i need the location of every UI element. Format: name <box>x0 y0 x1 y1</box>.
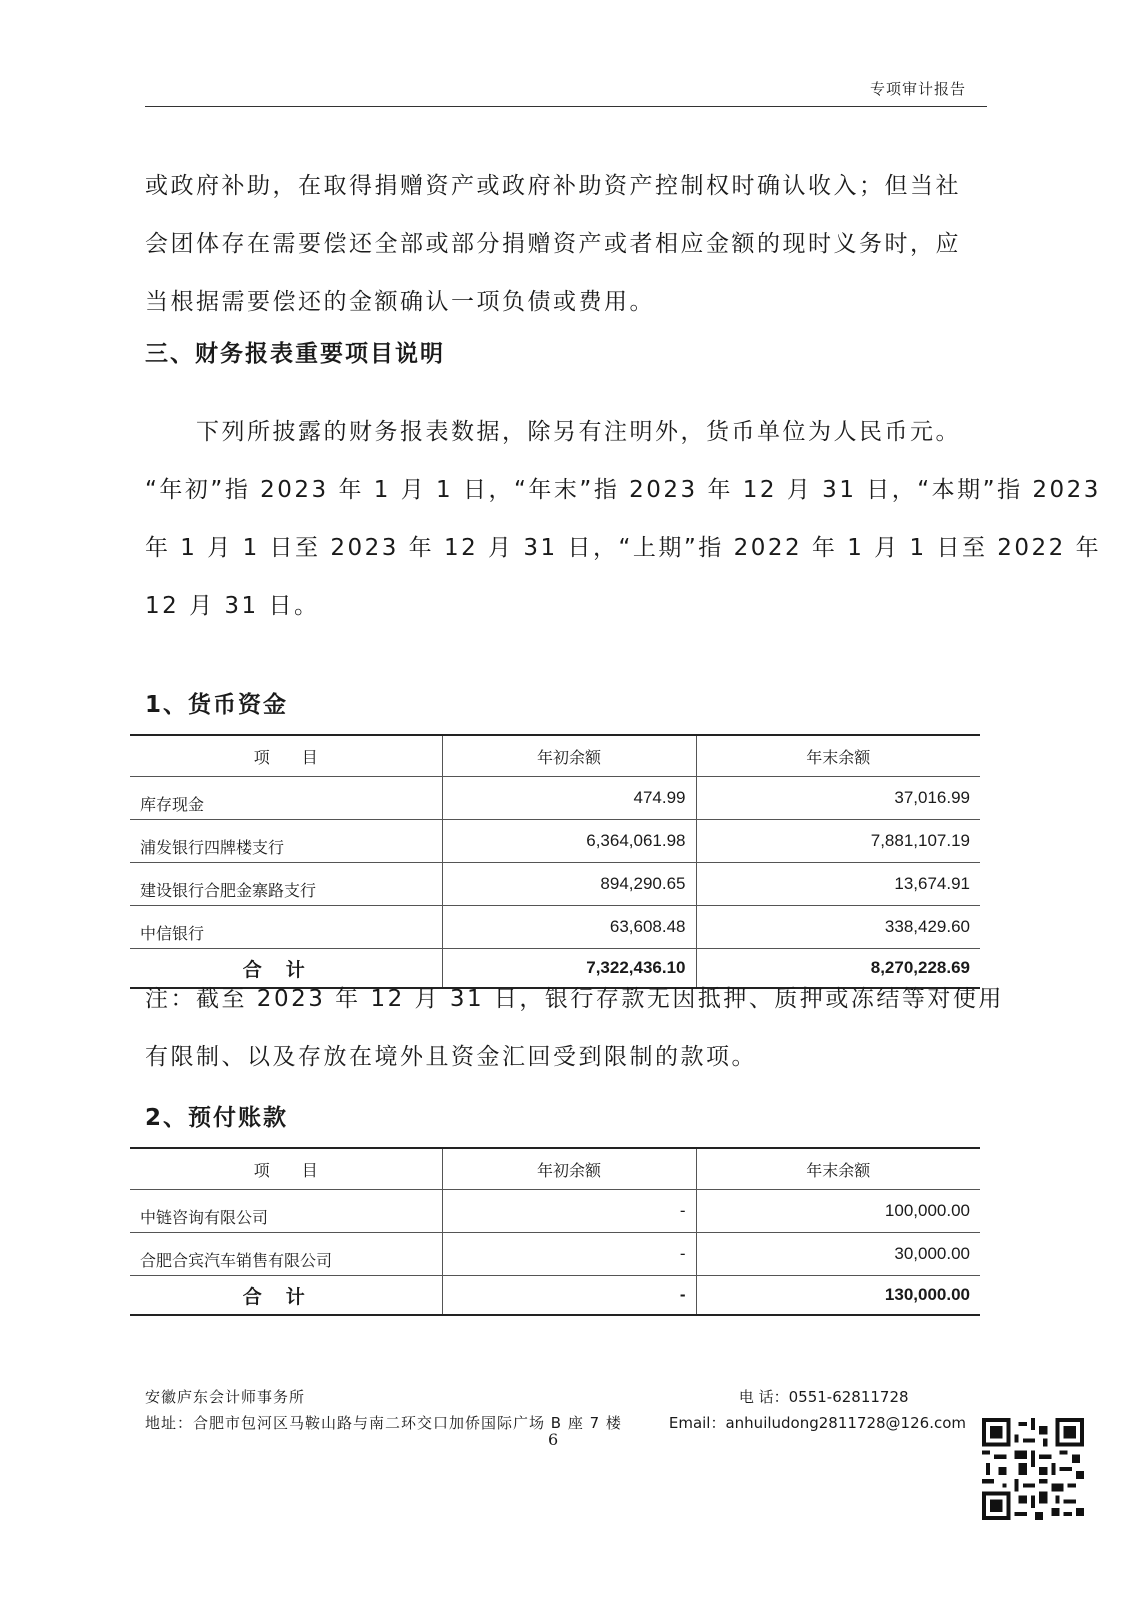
total-end: 8,270,228.69 <box>696 949 980 989</box>
firm-phone: 电 话：0551-62811728 <box>738 1388 909 1406</box>
row-begin: 894,290.65 <box>442 863 696 906</box>
report-type-title: 专项审计报告 <box>869 80 966 98</box>
row-item: 库存现金 <box>130 777 442 820</box>
table-row <box>130 863 980 906</box>
column-header-begin: 年初余额 <box>442 1148 696 1190</box>
prepayment-table <box>130 1147 980 1316</box>
column-header-end: 年末余额 <box>696 1148 980 1190</box>
row-end: 13,674.91 <box>696 863 980 906</box>
paragraph-line: 12 月 31 日。 <box>145 593 320 619</box>
table2-heading: 2、预付账款 <box>145 1105 289 1131</box>
header-rule <box>145 106 987 107</box>
row-item: 合肥合宾汽车销售有限公司 <box>130 1233 442 1276</box>
table1-heading: 1、货币资金 <box>145 692 289 718</box>
footer-firm-block <box>145 1384 622 1436</box>
column-header-begin: 年初余额 <box>442 735 696 777</box>
row-item: 建设银行合肥金寨路支行 <box>130 863 442 906</box>
qr-code-icon <box>982 1418 1084 1520</box>
table-row <box>130 820 980 863</box>
row-begin: 6,364,061.98 <box>442 820 696 863</box>
column-header-item: 项 目 <box>130 735 442 777</box>
table-header-row <box>130 735 980 777</box>
table-row <box>130 1233 980 1276</box>
total-end: 130,000.00 <box>696 1276 980 1316</box>
row-begin: - <box>442 1190 696 1233</box>
row-item: 中链咨询有限公司 <box>130 1190 442 1233</box>
row-end: 7,881,107.19 <box>696 820 980 863</box>
paragraph-line: 下列所披露的财务报表数据，除另有注明外，货币单位为人民币元。 <box>145 419 961 445</box>
paragraph-line: 有限制、以及存放在境外且资金汇回受到限制的款项。 <box>145 1044 757 1070</box>
cash-balance-table <box>130 734 980 989</box>
footer-contact-block <box>669 1384 966 1436</box>
total-begin: - <box>442 1276 696 1316</box>
section-heading: 三、财务报表重要项目说明 <box>145 341 445 367</box>
column-header-end: 年末余额 <box>696 735 980 777</box>
row-item: 浦发银行四牌楼支行 <box>130 820 442 863</box>
row-end: 30,000.00 <box>696 1233 980 1276</box>
row-begin: - <box>442 1233 696 1276</box>
note-paragraph <box>145 970 1004 1086</box>
row-end: 37,016.99 <box>696 777 980 820</box>
table-row <box>130 777 980 820</box>
paragraph-line: 会团体存在需要偿还全部或部分捐赠资产或者相应金额的现时义务时，应 <box>145 231 961 257</box>
total-label: 合计 <box>130 949 442 989</box>
table-row <box>130 906 980 949</box>
column-header-item: 项 目 <box>130 1148 442 1190</box>
total-begin: 7,322,436.10 <box>442 949 696 989</box>
intro-paragraph <box>145 157 987 331</box>
paragraph-line: “年初”指 2023 年 1 月 1 日，“年末”指 2023 年 12 月 31 日，“本期”指 2023 <box>145 477 1101 503</box>
table-total-row <box>130 1276 980 1316</box>
page-number: 6 <box>548 1430 559 1449</box>
paragraph-line: 当根据需要偿还的金额确认一项负债或费用。 <box>145 289 655 315</box>
paragraph-line: 注：截至 2023 年 12 月 31 日，银行存款无因抵押、质押或冻结等对使用 <box>145 986 1004 1012</box>
disclosure-paragraph <box>145 403 1102 635</box>
paragraph-line: 年 1 月 1 日至 2023 年 12 月 31 日，“上期”指 2022 年 1 月 1 日至 2022 年 <box>145 535 1102 561</box>
table-row <box>130 1190 980 1233</box>
row-begin: 474.99 <box>442 777 696 820</box>
row-item: 中信银行 <box>130 906 442 949</box>
paragraph-line: 或政府补助，在取得捐赠资产或政府补助资产控制权时确认收入；但当社 <box>145 173 961 199</box>
firm-name: 安徽庐东会计师事务所 <box>145 1388 306 1406</box>
table-header-row <box>130 1148 980 1190</box>
row-end: 338,429.60 <box>696 906 980 949</box>
firm-address: 地址：合肥市包河区马鞍山路与南二环交口加侨国际广场 B 座 7 楼 <box>145 1414 622 1432</box>
row-begin: 63,608.48 <box>442 906 696 949</box>
firm-email: Email：anhuiludong2811728@126.com <box>668 1414 966 1432</box>
row-end: 100,000.00 <box>696 1190 980 1233</box>
total-label: 合计 <box>130 1276 442 1316</box>
